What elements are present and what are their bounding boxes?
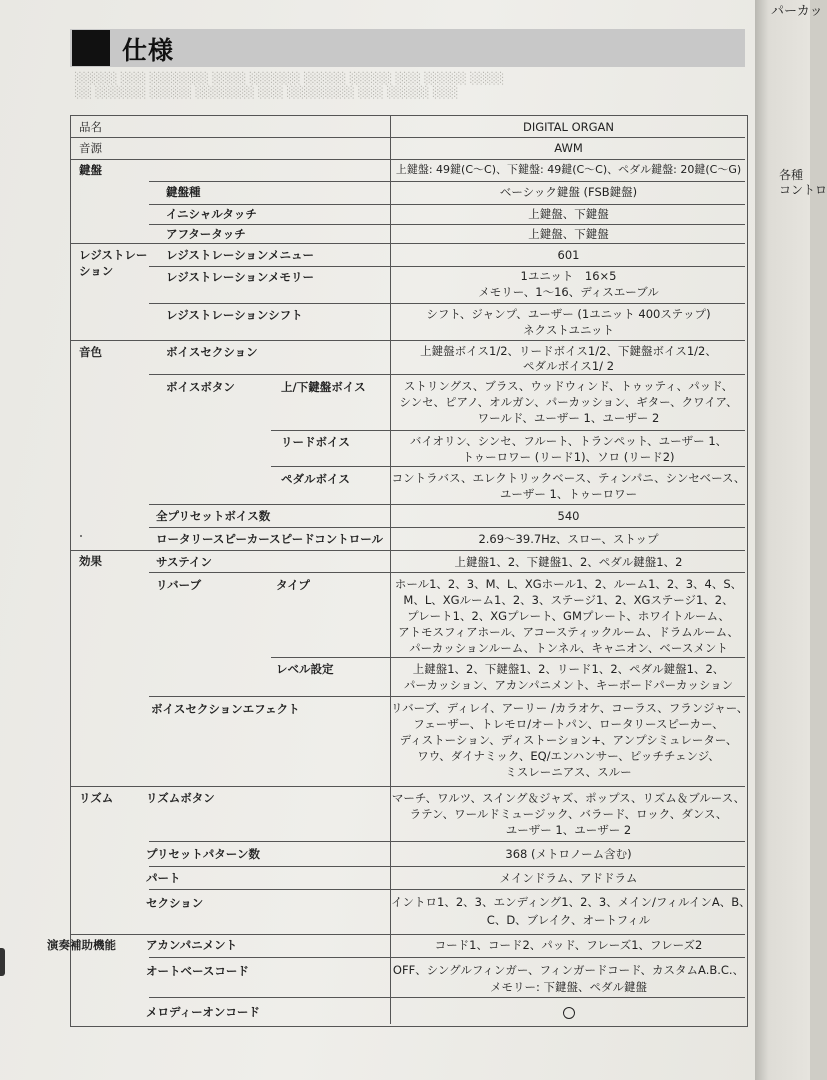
row-rule (149, 866, 745, 867)
row-rule (149, 504, 745, 505)
label-rotary-speed: ロータリースピーカースピードコントロール (156, 532, 384, 546)
row-rule (71, 934, 745, 935)
label-section: セクション (146, 896, 204, 910)
value-keyboard-type: ベーシック鍵盤 (FSB鍵盤) (499, 185, 638, 199)
value-after-touch: 上鍵盤、下鍵盤 (528, 227, 609, 241)
label-registration-1: レジストレー (79, 248, 148, 262)
value-initial-touch: 上鍵盤、下鍵盤 (528, 207, 609, 221)
adjacent-page-text-line-1: 各種 (779, 168, 804, 182)
page-title: 仕様 (122, 36, 175, 65)
value-lead-voice-1: バイオリン、シンセ、フルート、トランペット、ユーザー 1、 (409, 434, 728, 448)
label-reverb: リバーブ (156, 578, 202, 592)
label-upper-lower-voice: 上/下鍵盤ボイス (281, 380, 366, 394)
label-registration-menu: レジストレーションメニュー (166, 248, 315, 262)
row-rule (271, 657, 745, 658)
label-reverb-type: タイプ (276, 578, 310, 592)
value-voice-section-2: ペダルボイス1/ 2 (522, 359, 615, 373)
label-initial-touch: イニシャルタッチ (166, 207, 257, 221)
value-auto-bass-chord-2: メモリー: 下鍵盤、ペダル鍵盤 (489, 980, 648, 994)
value-voice-section-effect-5: ミスレーニアス、スルー (505, 765, 632, 779)
row-rule (149, 224, 745, 225)
value-section-2: C、D、ブレイク、オートフィル (486, 913, 651, 927)
spec-table (47, 115, 751, 1027)
label-registration-shift: レジストレーションシフト (166, 308, 303, 322)
value-upper-lower-voice-1: ストリングス、ブラス、ウッドウィンド、トゥッティ、パッド、 (403, 379, 734, 393)
row-rule (149, 696, 745, 697)
value-rotary-speed: 2.69〜39.7Hz、スロー、ストップ (478, 532, 659, 546)
label-lead-voice: リードボイス (281, 435, 350, 449)
value-pedal-voice-1: コントラバス、エレクトリックベース、ティンパニ、シンセベース、 (391, 471, 746, 485)
label-keyboard-type: 鍵盤種 (166, 185, 201, 199)
value-all-preset-voices: 540 (557, 509, 580, 523)
value-product-name: DIGITAL ORGAN (522, 120, 615, 134)
label-accompaniment: アカンパニメント (146, 938, 238, 952)
label-all-preset-voices: 全プリセットボイス数 (156, 509, 271, 523)
stray-dot (80, 535, 82, 537)
adjacent-page-edge (755, 0, 827, 1080)
row-rule (71, 137, 745, 138)
label-voice: 音色 (79, 345, 102, 359)
label-rhythm-buttons: リズムボタン (146, 791, 215, 805)
label-performance-assist: 演奏補助機能 (47, 938, 116, 952)
adjacent-page-text-line-2: コントロ (779, 183, 827, 197)
label-rhythm: リズム (79, 791, 114, 805)
row-rule (149, 997, 745, 998)
label-auto-bass-chord: オートベースコード (146, 964, 249, 978)
label-tone-source: 音源 (79, 141, 102, 155)
value-registration-menu: 601 (557, 248, 580, 262)
row-rule (71, 159, 745, 160)
adjacent-page-heading: パーカッ (771, 4, 823, 19)
row-rule (149, 889, 745, 890)
value-voice-section-effect-3: ディストーション、ディストーション+、アンプシミュレーター、 (399, 733, 738, 747)
value-voice-section-effect-2: フェーザー、トレモロ/オートパン、ロータリースピーカー、 (413, 717, 724, 731)
section-header-marker (72, 30, 110, 66)
value-voice-section-1: 上鍵盤ボイス1/2、リードボイス1/2、下鍵盤ボイス1/2、 (420, 344, 717, 358)
row-rule (71, 550, 745, 551)
value-reverb-type-1: ホール1、2、3、M、L、XGホール1、2、ルーム1、2、3、4、S、 (394, 577, 743, 591)
label-part: パート (146, 871, 181, 885)
value-lead-voice-2: トゥーロワー (リード1)、ソロ (リード2) (462, 450, 675, 464)
label-voice-button: ボイスボタン (166, 380, 235, 394)
value-reverb-type-5: パーカッションルーム、トンネル、キャニオン、ベースメント (409, 641, 728, 655)
label-effects: 効果 (79, 554, 102, 568)
row-rule (149, 266, 745, 267)
value-reverb-level-2: パーカッション、アカンパニメント、キーボードパーカッション (403, 678, 734, 692)
label-keyboard: 鍵盤 (79, 163, 102, 177)
adjacent-page-text (779, 168, 827, 198)
value-registration-shift-2: ネクストユニット (523, 323, 614, 337)
value-voice-section-effect-1: リバーブ、ディレイ、アーリー /カラオケ、コーラス、フランジャー、 (391, 701, 749, 715)
label-voice-section: ボイスセクション (166, 345, 258, 359)
label-after-touch: アフタータッチ (166, 227, 246, 241)
label-reverb-level: レベル設定 (276, 662, 334, 676)
value-reverb-type-4: アトモスフィアホール、アコースティックルーム、ドラムルーム、 (398, 625, 739, 639)
row-rule (71, 340, 745, 341)
value-voice-section-effect-4: ワウ、ダイナミック、EQ/エンハンサー、ピッチチェンジ、 (417, 749, 720, 763)
value-reverb-type-2: M、L、XGルーム1、2、3、ステージ1、2、XGステージ1、2、 (403, 593, 734, 607)
value-section-1: イントロ1、2、3、エンディング1、2、3、メイン/フィルインA、B、 (391, 895, 751, 909)
value-upper-lower-voice-2: シンセ、ピアノ、オルガン、パーカッション、ギター、クワイア、 (399, 395, 738, 409)
row-rule (271, 466, 745, 467)
row-rule (149, 527, 745, 528)
value-registration-shift-1: シフト、ジャンプ、ユーザー (1ユニット 400ステップ) (426, 307, 711, 321)
page-edge-tab (0, 948, 5, 976)
row-rule (271, 430, 745, 431)
value-registration-memory-1: 1ユニット 16×5 (520, 269, 617, 283)
label-registration-2: ション (79, 264, 114, 278)
label-voice-section-effect: ボイスセクションエフェクト (151, 702, 300, 716)
label-preset-patterns: プリセットパターン数 (146, 847, 260, 861)
row-rule (149, 374, 745, 375)
value-pedal-voice-2: ユーザー 1、トゥーロワー (499, 487, 638, 501)
label-registration-memory: レジストレーションメモリー (166, 270, 315, 284)
value-reverb-type-3: プレート1、2、XGプレート、GMプレート、ホワイトルーム、 (407, 609, 730, 623)
label-pedal-voice: ペダルボイス (281, 472, 350, 486)
row-rule (149, 204, 745, 205)
value-reverb-level-1: 上鍵盤1、2、下鍵盤1、2、リード1、2、ペダル鍵盤1、2、 (412, 662, 725, 676)
row-rule (71, 243, 745, 244)
value-rhythm-buttons-1: マーチ、ワルツ、スイング＆ジャズ、ポップス、リズム＆ブルース、 (391, 791, 746, 805)
value-sustain: 上鍵盤1、2、下鍵盤1、2、ペダル鍵盤1、2 (454, 555, 683, 569)
value-auto-bass-chord-1: OFF、シングルフィンガー、フィンガードコード、カスタムA.B.C.、 (392, 963, 745, 977)
row-rule (149, 841, 745, 842)
value-registration-memory-2: メモリー、1〜16、ディスエーブル (478, 285, 659, 299)
label-sustain: サステイン (156, 555, 213, 569)
value-keyboard: 上鍵盤: 49鍵(C〜C)、下鍵盤: 49鍵(C〜C)、ペダル鍵盤: 20鍵(C〜G) (395, 163, 742, 176)
row-rule (149, 572, 745, 573)
value-upper-lower-voice-3: ワールド、ユーザー 1、ユーザー 2 (477, 411, 660, 425)
label-product-name: 品名 (79, 120, 102, 134)
value-preset-patterns: 368 (メトロノーム含む) (505, 847, 632, 861)
row-rule (71, 786, 745, 787)
label-melody-on-chord: メロディーオンコード (146, 1005, 260, 1019)
melody-on-chord-available-icon (391, 1004, 746, 1020)
row-rule (149, 303, 745, 304)
value-part: メインドラム、アドドラム (499, 871, 638, 885)
value-rhythm-buttons-2: ラテン、ワールドミュージック、バラード、ロック、ダンス、 (409, 807, 728, 821)
value-accompaniment: コード1、コード2、パッド、フレーズ1、フレーズ2 (434, 938, 703, 952)
value-rhythm-buttons-3: ユーザー 1、ユーザー 2 (505, 823, 632, 837)
row-rule (149, 181, 745, 182)
row-rule (149, 957, 745, 958)
bleed-through-text: ░░░░░ ░░░ ░░░░░░░ ░░░░ ░░░░░░ ░░░░░ ░░░░░ ░░░ ░░░░░ ░░░░ ░░ ░░░░░░ ░░░░░ ░░░░░░░ ░░░ ░░░░░░░░ ░░░ ░░░░░ ░░░ (75, 72, 505, 99)
value-tone-source: AWM (554, 141, 583, 155)
